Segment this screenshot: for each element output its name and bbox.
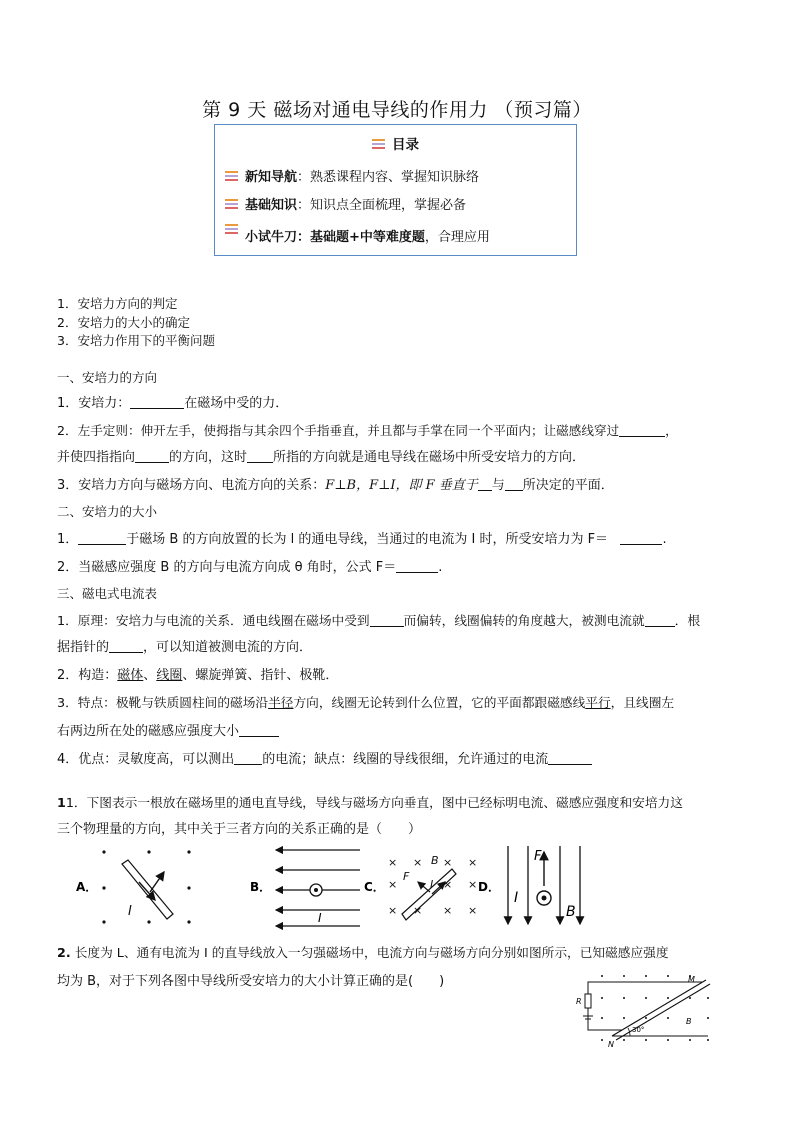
fill-blank [478,478,492,491]
svg-text:B: B [431,854,439,867]
fill-blank [239,724,279,737]
svg-text:×: × [468,904,478,917]
text-line: 并使四指指向 的方向，这时 所指的方向就是通电导线在磁场中所受安培力的方向． [57,450,586,465]
svg-text:M: M [688,975,695,984]
svg-text:×: × [388,904,398,917]
option-c-label: C． [364,880,385,894]
svg-text:I: I [430,878,434,891]
page-title: 第 9 天 磁场对通电导线的作用力 （预习篇） [202,99,592,121]
list-icon [225,171,238,182]
fill-blank [505,478,523,491]
text-line: 1． 于磁场 B 的方向放置的长为 l 的通电导线，当通过的电流为 I 时，所受安培力为 F＝ . [57,532,667,547]
fill-blank [234,752,262,765]
figure-c [388,854,477,920]
svg-text:B: B [686,1017,692,1026]
svg-text:F: F [534,849,542,864]
option-d-label: D． [478,880,500,894]
objective: 3．安培力作用下的平衡问题 [57,333,215,348]
list-icon [225,199,238,210]
fill-blank [548,752,592,765]
fill-blank [370,614,404,627]
toc-item: 小试牛刀：基础题+中等难度题，合理应用 [225,224,490,245]
svg-text:B: B [566,904,576,920]
text-line: 2．当磁感应强度 B 的方向与电流方向成 θ 角时，公式 F＝ . [57,560,443,575]
fill-blank [619,424,665,437]
option-a-label: A． [76,880,98,894]
svg-text:30°: 30° [632,1026,645,1034]
fill-blank [130,396,184,409]
svg-text:×: × [413,904,423,917]
toc-box [214,124,577,256]
svg-text:×: × [468,878,478,891]
list-icon [372,139,385,150]
figure-b [276,850,360,926]
fill-blank [247,450,273,463]
svg-text:I: I [514,890,519,906]
fill-blank [78,532,126,545]
question-1-text: 三个物理量的方向，其中关于三者方向的关系正确的是（ ） [57,822,422,837]
objective: 2．安培力的大小的确定 [57,315,190,330]
svg-text:×: × [413,856,423,869]
fill-blank [135,450,169,463]
text-line: 1．原理：安培力与电流的关系．通电线圈在磁场中受到 而偏转，线圈偏转的角度越大，被测电流就 ．根 [57,613,701,628]
list-icon [225,224,238,235]
figure-a [102,850,190,923]
fill-blank [109,640,143,653]
question-2-figure [568,968,714,1050]
toc-item: 新知导航：熟悉课程内容、掌握知识脉络 [225,166,479,185]
fill-blank [645,614,675,627]
fill-blank [396,560,438,573]
svg-text:I: I [318,911,322,925]
svg-text:×: × [388,856,398,869]
section-heading: 三、磁电式电流表 [57,586,158,601]
text-line: 3．特点：极靴与铁质圆柱间的磁场沿半径方向，线圈无论转到什么位置，它的平面都跟磁感线平行，且线圈左 [57,695,675,710]
text-line: 4．优点：灵敏度高，可以测出 的电流；缺点：线圈的导线很细，允许通过的电流 [57,748,592,767]
svg-text:R: R [576,997,582,1006]
toc-item: 基础知识：知识点全面梳理，掌握必备 [225,194,466,213]
text-line: 右两边所在处的磁感应强度大小 [57,720,279,739]
svg-text:×: × [388,878,398,891]
section-heading: 一、安培力的方向 [57,370,158,385]
svg-text:I: I [128,904,132,919]
option-b-label: B． [250,880,272,894]
svg-text:×: × [443,856,453,869]
svg-text:F: F [403,870,410,883]
section-heading: 二、安培力的大小 [57,504,158,519]
text-line: 1．安培力： 在磁场中受的力． [57,396,289,411]
svg-text:×: × [443,904,453,917]
question-2-text: 均为 B，对于下列各图中导线所受安培力的大小计算正确的是( ) [57,974,445,989]
svg-text:N: N [608,1040,614,1049]
text-line: 2．构造：磁体、线圈、螺旋弹簧、指针、极靴． [57,668,339,683]
svg-text:×: × [443,878,453,891]
figure-d [494,840,594,932]
fill-blank [620,532,662,545]
question-1-text: 11．下图表示一根放在磁场里的通电直导线，导线与磁场方向垂直，图中已经标明电流、磁感应强度和安培力这 [57,795,683,810]
text-line: 3．安培力方向与磁场方向、电流方向的关系：F⊥B，F⊥I，即 F 垂直于 与 所决定的平面． [57,478,614,493]
question-1-figures [60,842,500,930]
toc-heading: 目录 [215,133,576,153]
text-line: 据指针的 ，可以知道被测电流的方向． [57,640,313,655]
question-2-text: 2. 长度为 L、通有电流为 I 的直导线放入一匀强磁场中，电流方向与磁场方向分别如图所示，已知磁感应强度 [57,945,669,960]
objective: 1．安培力方向的判定 [57,296,178,311]
svg-text:×: × [468,856,478,869]
text-line: 2．左手定则：伸开左手，使拇指与其余四个手指垂直，并且都与手掌在同一个平面内；让磁感线穿过 ， [57,423,678,438]
